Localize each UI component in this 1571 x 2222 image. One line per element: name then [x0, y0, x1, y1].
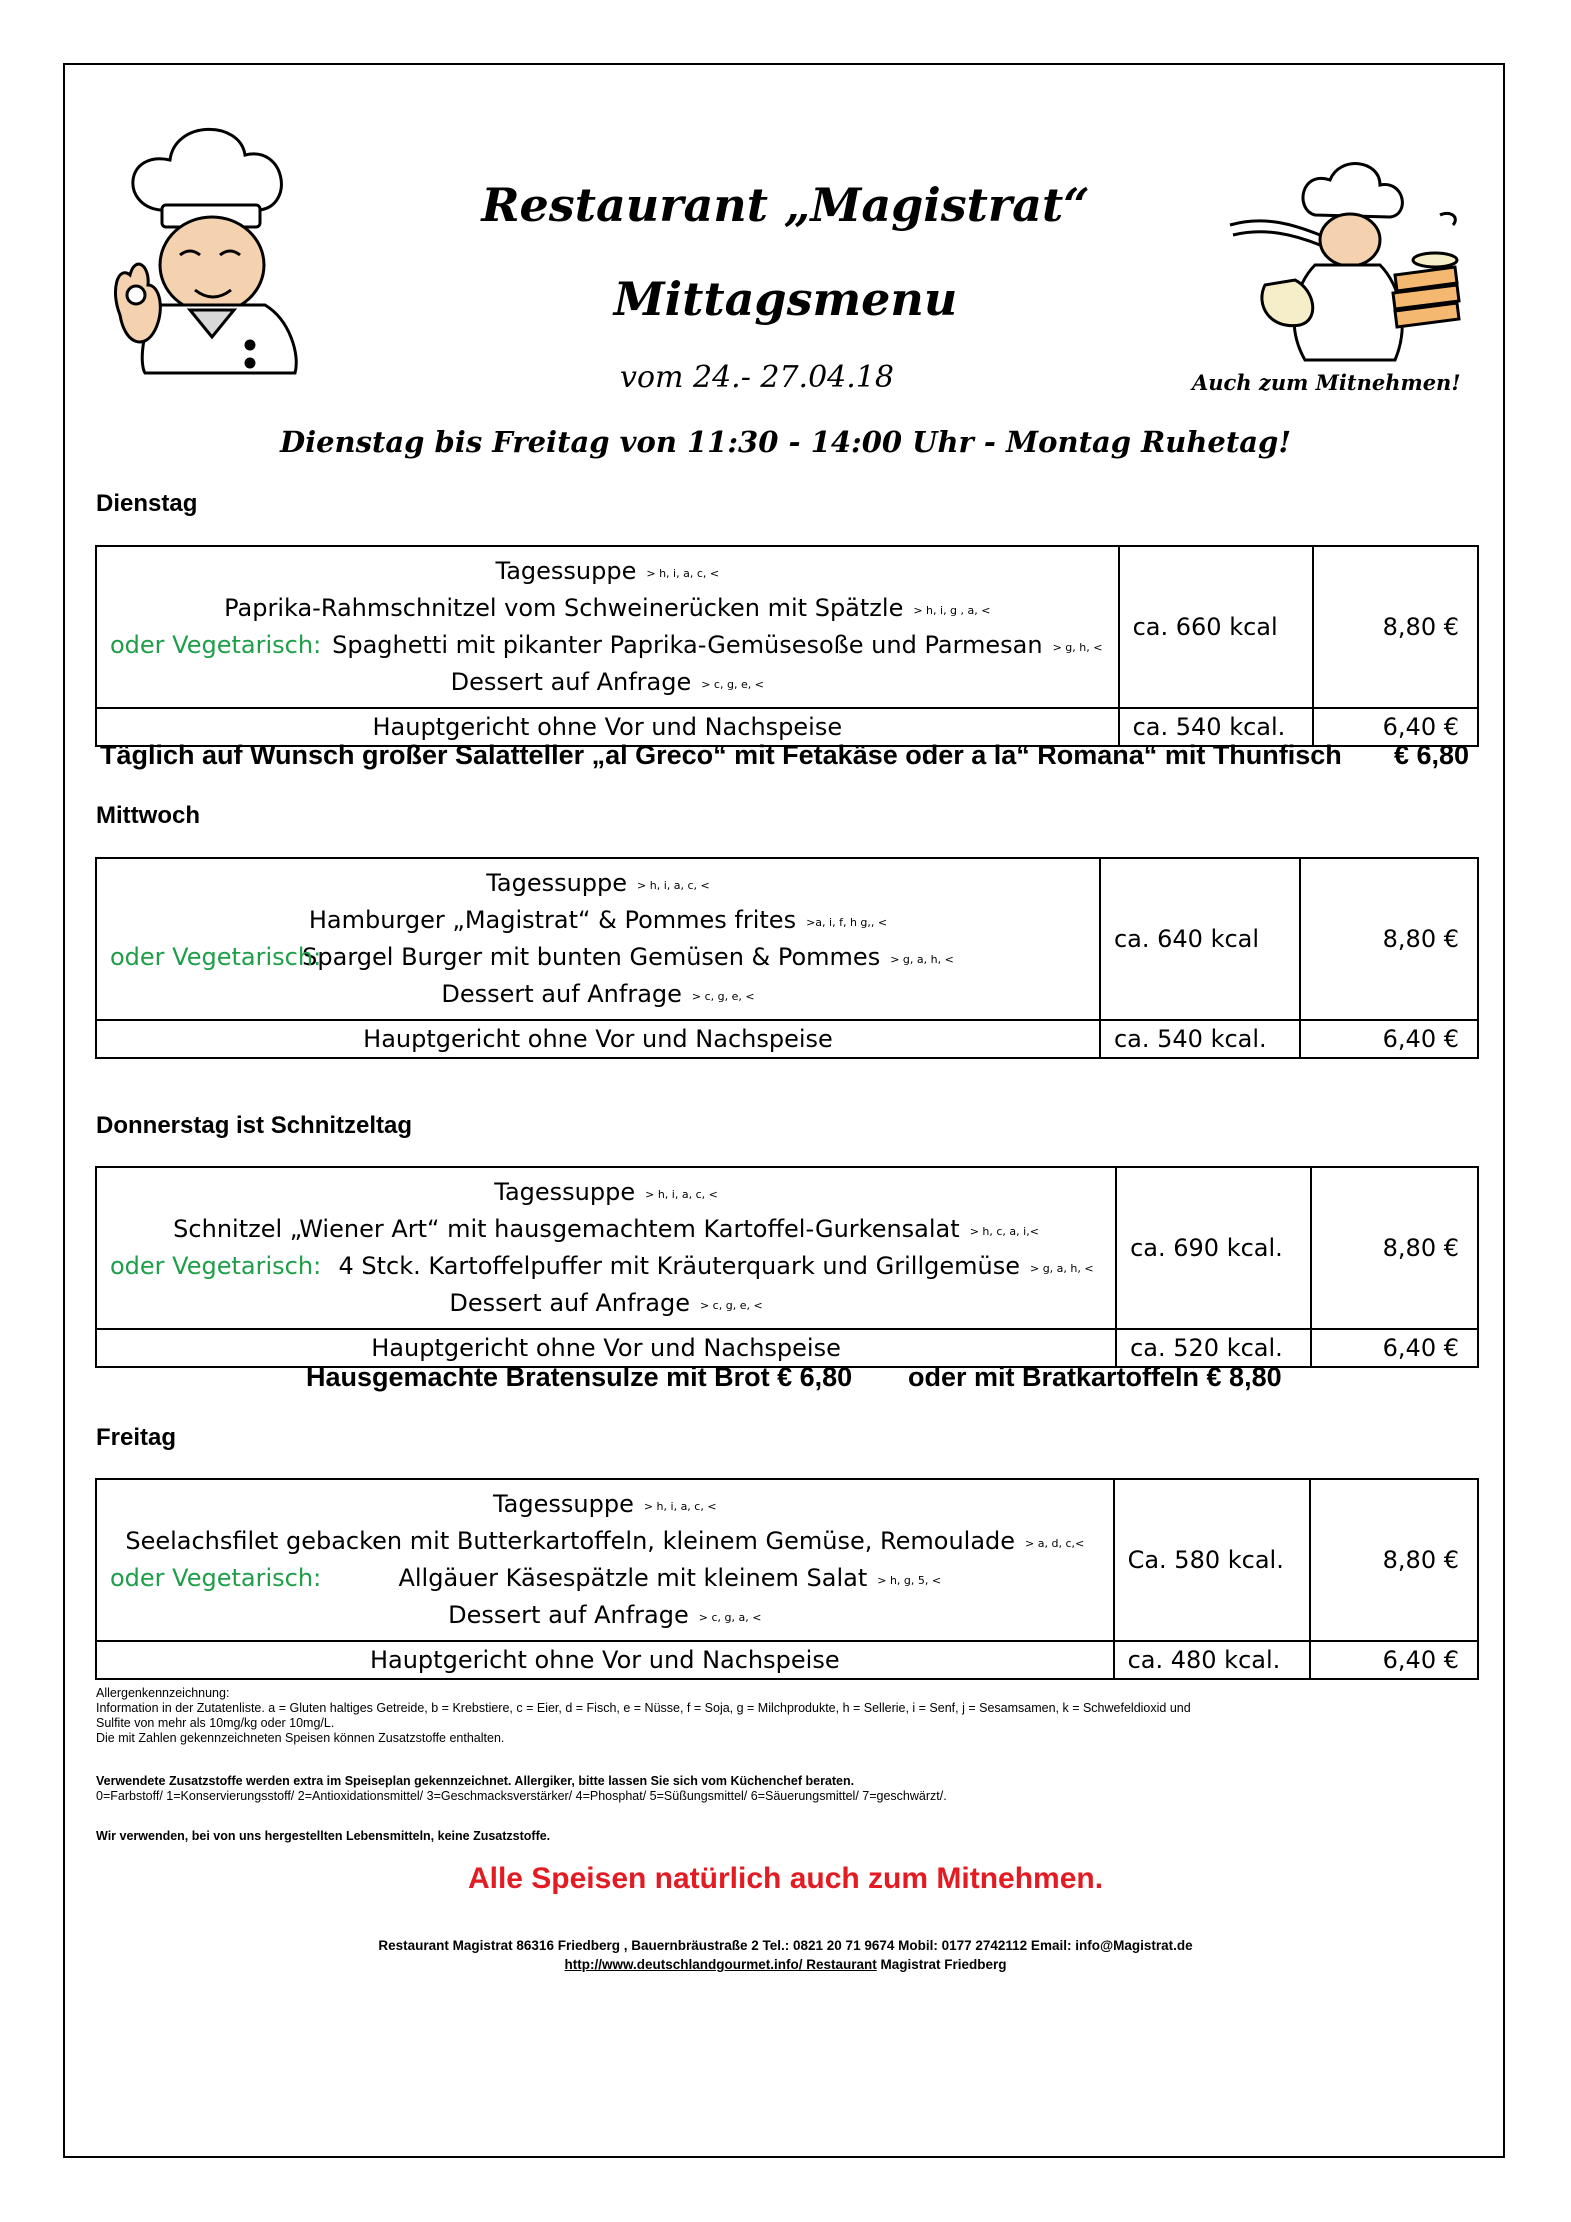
menu-table-freitag: [95, 1478, 1479, 1680]
kcal-value: ca. 690 kcal.: [1116, 1167, 1311, 1329]
dish-list: [96, 858, 1100, 1020]
main-only-kcal: ca. 540 kcal.: [1100, 1020, 1300, 1058]
allergen-line: Die mit Zahlen gekennzeichneten Speisen können Zusatzstoffe enthalten.: [96, 1731, 505, 1745]
takeaway-note: Auch zum Mitnehmen!: [1192, 370, 1461, 395]
dish-soup: Tagessuppe > h, i, a, c, <: [486, 869, 710, 897]
additives-title: Verwendete Zusatzstoffe werden extra im Speiseplan gekennzeichnet. Allergiker, bitte lassen Sie sich vom Küchenchef beraten.: [96, 1774, 855, 1788]
menu-subtitle: Mittagsmenu: [613, 272, 958, 326]
dish-list: [96, 546, 1119, 708]
chef-ok-gesture-icon: [100, 115, 320, 375]
table-row: [96, 858, 1478, 1020]
dish-soup: Tagessuppe > h, i, a, c, <: [495, 557, 720, 585]
vegetarian-label: oder Vegetarisch:: [110, 943, 322, 971]
table-row: [96, 1479, 1478, 1641]
dish-dessert: Dessert auf Anfrage > c, g, e, <: [450, 668, 764, 696]
salad-special-price: € 6,80: [1394, 740, 1470, 770]
main-only-price: 6,40 €: [1313, 708, 1478, 746]
takeaway-all: Alle Speisen natürlich auch zum Mitnehmen.: [467, 1862, 1104, 1895]
price-value: 8,80 €: [1300, 858, 1478, 1020]
price-value: 8,80 €: [1313, 546, 1478, 708]
main-only-kcal: ca. 540 kcal.: [1119, 708, 1314, 746]
vegetarian-label: oder Vegetarisch:: [110, 1252, 322, 1280]
vegetarian-label: oder Vegetarisch:: [110, 1564, 322, 1592]
menu-table-mittwoch: [95, 857, 1479, 1059]
no-additives-note: Wir verwenden, bei von uns hergestellten Lebensmitteln, keine Zusatzstoffe.: [96, 1829, 551, 1843]
menu-table-donnerstag: [95, 1166, 1479, 1368]
salad-special: Täglich auf Wunsch großer Salatteller „al Greco“ mit Fetakäse oder a la“ Romana“ mit Thunfisch: [100, 740, 1342, 770]
price-value: 8,80 €: [1311, 1167, 1478, 1329]
main-only-label: Hauptgericht ohne Vor und Nachspeise: [96, 1641, 1114, 1679]
dish-vegetarian: oder Vegetarisch: Allgäuer Käsespätzle mit kleinem Salat > h, g, 5, <: [97, 1560, 1113, 1597]
main-only-price: 6,40 €: [1310, 1641, 1478, 1679]
dish-list: [96, 1479, 1114, 1641]
price-value: 8,80 €: [1310, 1479, 1478, 1641]
footer-link-line: [0, 1957, 1571, 1972]
dish-main: Schnitzel „Wiener Art“ mit hausgemachtem Kartoffel-Gurkensalat > h, c, a, i,<: [173, 1215, 1039, 1243]
website-link[interactable]: http://www.deutschlandgourmet.info/ Restaurant: [564, 1957, 877, 1972]
main-only-kcal: ca. 480 kcal.: [1114, 1641, 1311, 1679]
dish-vegetarian: oder Vegetarisch: Spaghetti mit pikanter Paprika-Gemüsesoße und Parmesan > g, h, <: [97, 627, 1118, 664]
dish-soup: Tagessuppe > h, i, a, c, <: [494, 1178, 718, 1206]
vegetarian-label: oder Vegetarisch:: [110, 631, 322, 659]
restaurant-title: Restaurant „Magistrat“: [481, 178, 1090, 232]
kcal-value: ca. 640 kcal: [1100, 858, 1300, 1020]
kcal-value: Ca. 580 kcal.: [1114, 1479, 1311, 1641]
dish-dessert: Dessert auf Anfrage > c, g, a, <: [448, 1601, 762, 1629]
day-label-freitag: Freitag: [96, 1424, 177, 1451]
footer-link-suffix: Magistrat Friedberg: [876, 1957, 1007, 1972]
main-only-label: Hauptgericht ohne Vor und Nachspeise: [96, 708, 1119, 746]
main-only-price: 6,40 €: [1311, 1329, 1478, 1367]
dish-main: Paprika-Rahmschnitzel vom Schweinerücken mit Spätzle > h, i, g , a, <: [224, 594, 991, 622]
kcal-value: ca. 660 kcal: [1119, 546, 1314, 708]
date-range: vom 24.- 27.04.18: [620, 360, 894, 395]
day-label-dienstag: Dienstag: [96, 490, 198, 517]
dish-dessert: Dessert auf Anfrage > c, g, e, <: [449, 1289, 763, 1317]
main-only-label: Hauptgericht ohne Vor und Nachspeise: [96, 1020, 1100, 1058]
footer-address: Restaurant Magistrat 86316 Friedberg , Bauernbräustraße 2 Tel.: 0821 20 71 9674 Mobil: 0177 2742112 Email: info@Magistrat.de: [378, 1938, 1193, 1953]
allergen-notes: [96, 1686, 1480, 1746]
dish-main: Hamburger „Magistrat“ & Pommes frites >a, i, f, h g,, <: [308, 906, 888, 934]
main-only-kcal: ca. 520 kcal.: [1116, 1329, 1311, 1367]
table-row: [96, 1020, 1478, 1058]
table-row: [96, 546, 1478, 708]
dish-main: Seelachsfilet gebacken mit Butterkartoffeln, kleinem Gemüse, Remoulade > a, d, c,<: [125, 1527, 1085, 1555]
menu-table-dienstag: [95, 545, 1479, 747]
opening-hours: Dienstag bis Freitag von 11:30 - 14:00 Uhr - Montag Ruhetag!: [279, 425, 1292, 459]
thursday-special-2: oder mit Bratkartoffeln € 8,80: [908, 1362, 1282, 1392]
additives-list: 0=Farbstoff/ 1=Konservierungsstoff/ 2=Antioxidationsmittel/ 3=Geschmacksverstärker/ 4=Phosphat/ 5=Süßungsmittel/ 6=Säuerungsmittel/ 7=geschwärzt/.: [96, 1789, 947, 1803]
additives-notes: [96, 1774, 1480, 1804]
thursday-special-1: Hausgemachte Bratensulze mit Brot € 6,80: [306, 1362, 853, 1392]
day-label-donnerstag: Donnerstag ist Schnitzeltag: [96, 1112, 413, 1139]
table-row: [96, 1641, 1478, 1679]
table-row: [96, 1167, 1478, 1329]
dish-soup: Tagessuppe > h, i, a, c, <: [492, 1490, 717, 1518]
dish-dessert: Dessert auf Anfrage > c, g, e, <: [441, 980, 755, 1008]
day-label-mittwoch: Mittwoch: [96, 802, 200, 829]
allergen-line: Sulfite von mehr als 10mg/kg oder 10mg/L.: [96, 1716, 335, 1730]
dish-vegetarian: oder Vegetarisch: Spargel Burger mit bunten Gemüsen & Pommes > g, a, h, <: [97, 939, 1099, 976]
main-only-label: Hauptgericht ohne Vor und Nachspeise: [96, 1329, 1116, 1367]
main-only-price: 6,40 €: [1300, 1020, 1478, 1058]
dish-list: [96, 1167, 1116, 1329]
allergen-line: Information in der Zutatenliste. a = Gluten haltiges Getreide, b = Krebstiere, c = Eier, d = Fisch, e = Nüsse, f = Soja, g = Milchprodukte, h = Sellerie, i = Senf, j = Sesamsamen, k = Schwefeldioxid und: [96, 1701, 1191, 1715]
allergen-title: Allergenkennzeichnung:: [96, 1686, 230, 1700]
dish-vegetarian: oder Vegetarisch: 4 Stck. Kartoffelpuffer mit Kräuterquark und Grillgemüse > g, a, h, <: [97, 1248, 1115, 1285]
